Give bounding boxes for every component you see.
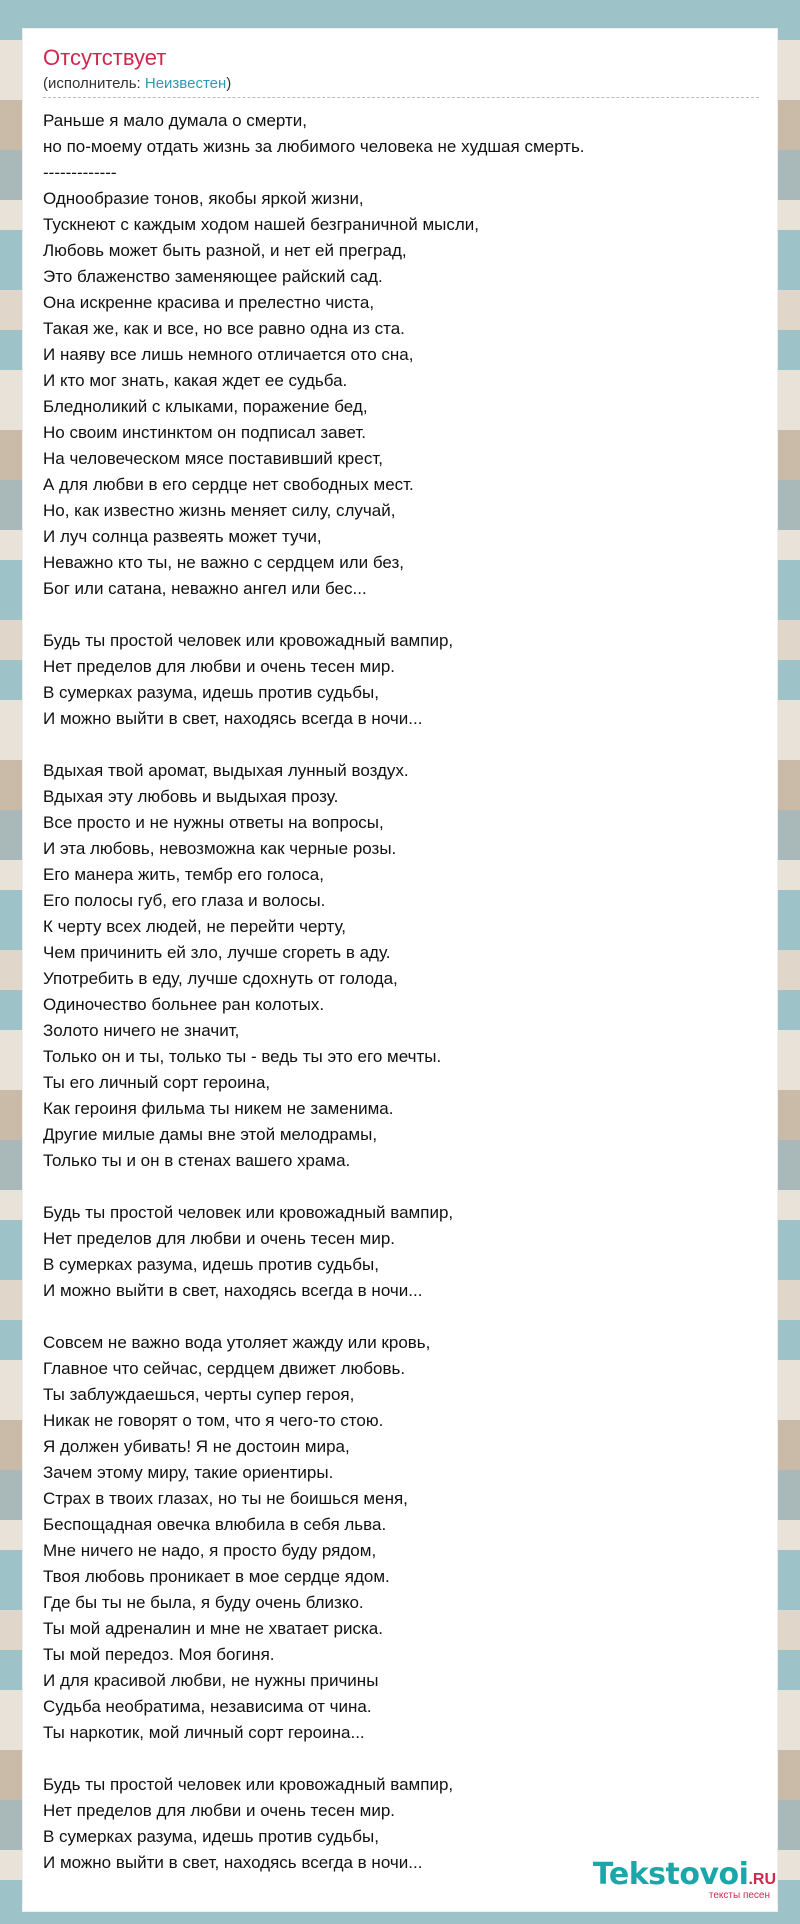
lyric-line: А для любви в его сердце нет свободных мест. [43, 475, 414, 494]
lyric-line: Зачем этому миру, такие ориентиры. [43, 1463, 334, 1482]
lyric-line: Твоя любовь проникает в мое сердце ядом. [43, 1567, 390, 1586]
lyric-line: но по-моему отдать жизнь за любимого человека не худшая смерть. [43, 137, 585, 156]
lyric-line: Вдыхая эту любовь и выдыхая прозу. [43, 787, 339, 806]
lyric-line [43, 1174, 759, 1200]
artist-link[interactable]: Неизвестен [144, 75, 227, 92]
lyric-line: ------------- [43, 163, 117, 182]
lyric-line: И можно выйти в свет, находясь всегда в ночи... [43, 1853, 423, 1872]
lyric-line: Такая же, как и все, но все равно одна из ста. [43, 319, 405, 338]
lyric-line: Как героиня фильма ты никем не заменима. [43, 1099, 394, 1118]
lyric-line: Она искренне красива и прелестно чиста, [43, 293, 375, 312]
lyric-line: Другие милые дамы вне этой мелодрамы, [43, 1125, 378, 1144]
logo-name: Tekstovoi [592, 1857, 749, 1892]
lyric-line: И наяву все лишь немного отличается ото сна, [43, 345, 414, 364]
lyric-line: Бог или сатана, неважно ангел или бес... [43, 579, 367, 598]
song-title: Отсутствует [43, 45, 167, 70]
logo-tld: .RU [748, 1871, 776, 1888]
artist-prefix: (исполнитель: [43, 75, 145, 92]
lyric-line [43, 1304, 759, 1330]
lyric-line: Мне ничего не надо, я просто буду рядом, [43, 1541, 377, 1560]
lyric-line: Ты его личный сорт героина, [43, 1073, 271, 1092]
lyric-line: На человеческом мясе поставивший крест, [43, 449, 383, 468]
lyric-line: Его полосы губ, его глаза и волосы. [43, 891, 326, 910]
lyric-line: Ты мой адреналин и мне не хватает риска. [43, 1619, 383, 1638]
lyric-line: И для красивой любви, не нужны причины [43, 1671, 379, 1690]
lyric-line: Страх в твоих глазах, но ты не боишься меня, [43, 1489, 408, 1508]
lyric-line: Бледноликий с клыками, поражение бед, [43, 397, 368, 416]
lyric-line: Будь ты простой человек или кровожадный вампир, [43, 1775, 454, 1794]
lyric-line: Неважно кто ты, не важно с сердцем или без, [43, 553, 404, 572]
lyric-line [43, 732, 759, 758]
lyric-line: В сумерках разума, идешь против судьбы, [43, 683, 379, 702]
lyric-line: Чем причинить ей зло, лучше сгореть в аду. [43, 943, 391, 962]
artist-suffix: ) [226, 75, 232, 92]
logo-tagline: тексты песен [708, 1890, 770, 1901]
lyric-line: Ты заблуждаешься, черты супер героя, [43, 1385, 355, 1404]
lyric-line: Вдыхая твой аромат, выдыхая лунный воздух. [43, 761, 409, 780]
lyric-line: Судьба необратима, независима от чина. [43, 1697, 372, 1716]
lyric-line: В сумерках разума, идешь против судьбы, [43, 1255, 379, 1274]
lyric-line: Любовь может быть разной, и нет ей преград, [43, 241, 407, 260]
lyric-line: Никак не говорят о том, что я чего-то стою. [43, 1411, 384, 1430]
lyric-line: Нет пределов для любви и очень тесен мир. [43, 1229, 396, 1248]
lyric-line: Но своим инстинктом он подписал завет. [43, 423, 366, 442]
lyric-line: Беспощадная овечка влюбила в себя льва. [43, 1515, 387, 1534]
lyric-line: Ты наркотик, мой личный сорт героина... [43, 1723, 365, 1742]
lyric-line: Я должен убивать! Я не достоин мира, [43, 1437, 350, 1456]
lyric-line: Нет пределов для любви и очень тесен мир. [43, 657, 396, 676]
lyric-line: И кто мог знать, какая ждет ее судьба. [43, 371, 348, 390]
lyric-line: Однообразие тонов, якобы яркой жизни, [43, 189, 364, 208]
lyric-line: Употребить в еду, лучше сдохнуть от голода, [43, 969, 398, 988]
lyric-line: И эта любовь, невозможна как черные розы. [43, 839, 397, 858]
lyric-line: Это блаженство заменяющее райский сад. [43, 267, 383, 286]
lyric-line: Будь ты простой человек или кровожадный вампир, [43, 1203, 454, 1222]
lyric-line: Только он и ты, только ты - ведь ты это его мечты. [43, 1047, 442, 1066]
lyric-line: Главное что сейчас, сердцем движет любовь. [43, 1359, 406, 1378]
lyric-line: И можно выйти в свет, находясь всегда в ночи... [43, 1281, 423, 1300]
lyric-line: Но, как известно жизнь меняет силу, случай, [43, 501, 396, 520]
lyric-line: Только ты и он в стенах вашего храма. [43, 1151, 351, 1170]
lyric-line: И луч солнца развеять может тучи, [43, 527, 322, 546]
lyric-line: Одиночество больнее ран колотых. [43, 995, 325, 1014]
site-logo[interactable] [592, 1857, 776, 1901]
lyric-line: Ты мой передоз. Моя богиня. [43, 1645, 275, 1664]
lyrics-text [43, 108, 759, 1876]
lyric-line: Тускнеют с каждым ходом нашей безграничной мысли, [43, 215, 480, 234]
lyric-line: Все просто и не нужны ответы на вопросы, [43, 813, 384, 832]
lyric-line: В сумерках разума, идешь против судьбы, [43, 1827, 379, 1846]
lyric-line: Где бы ты не была, я буду очень близко. [43, 1593, 364, 1612]
artist-line [43, 75, 759, 98]
lyric-line: Золото ничего не значит, [43, 1021, 240, 1040]
lyric-line: Его манера жить, тембр его голоса, [43, 865, 324, 884]
lyric-line: Будь ты простой человек или кровожадный вампир, [43, 631, 454, 650]
lyrics-card [22, 28, 778, 1912]
lyric-line: К черту всех людей, не перейти черту, [43, 917, 347, 936]
lyric-line: И можно выйти в свет, находясь всегда в ночи... [43, 709, 423, 728]
lyric-line: Нет пределов для любви и очень тесен мир. [43, 1801, 396, 1820]
lyric-line [43, 1746, 759, 1772]
lyric-line [43, 602, 759, 628]
lyric-line: Совсем не важно вода утоляет жажду или кровь, [43, 1333, 431, 1352]
lyric-line: Раньше я мало думала о смерти, [43, 111, 308, 130]
